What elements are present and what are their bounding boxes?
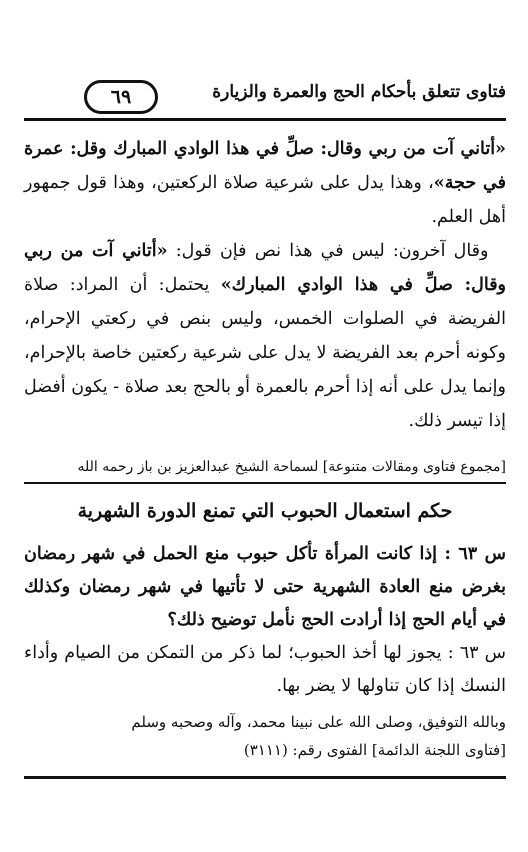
question	[24, 538, 506, 637]
body-text	[24, 132, 506, 438]
answer-label: س ٦٣ :	[447, 643, 506, 663]
section-divider	[24, 482, 506, 484]
closing-line: وبالله التوفيق، وصلى الله على نبينا محمد، وآله وصحبه وسلم	[131, 713, 506, 731]
paragraph-1	[24, 132, 506, 234]
footer-divider	[24, 776, 506, 779]
question-label: س ٦٣ :	[444, 544, 506, 564]
question-answer	[24, 538, 506, 703]
document-page	[24, 24, 506, 824]
fatwa-reference: [فتاوى اللجنة الدائمة] الفتوى رقم: (٣١١١)	[243, 741, 506, 759]
section-title: حكم استعمال الحبوب التي تمنع الدورة الشهرية	[77, 500, 453, 522]
question-text: إذا كانت المرأة تأكل حبوب منع الحمل في شهر رمضان بغرض منع العادة الشهرية حتى لا تأتيها في شهر رمضان وكذلك في أيام الحج إذا أرادت الحج نأمل توضيح ذلك؟	[24, 544, 506, 630]
page-header	[24, 80, 506, 120]
source-citation: [مجموع فتاوى ومقالات متنوعة] لسماحة الشيخ عبدالعزيز بن باز رحمه الله	[77, 459, 506, 475]
paragraph-1-rest: ، وهذا يدل على شرعية صلاة الركعتين، وهذا قول جمهور أهل العلم.	[24, 173, 506, 227]
quoted-hadith: «أتاني آت من ربي وقال: صلِّ في هذا الوادي المبارك وقل: عمرة في حجة»	[24, 139, 506, 193]
page-number: ٦٩	[84, 80, 158, 114]
paragraph-2	[24, 234, 506, 438]
answer-text: يجوز لها أخذ الحبوب؛ لما ذكر من التمكن من الصيام وأداء النسك إذا كان تناولها لا يضر بها.	[24, 643, 506, 696]
header-divider	[24, 118, 506, 121]
quoted-hadith-2: «أتاني آت من ربي وقال: صلِّ في هذا الوادي المبارك»	[24, 241, 507, 295]
running-title: فتاوى تتعلق بأحكام الحج والعمرة والزيارة	[212, 82, 506, 102]
paragraph-2-rest: يحتمل: أن المراد: صلاة الفريضة في الصلوات الخمس، وليس بنص في ركعتي الإحرام، وكونه أحرم بعد الفريضة لا يدل على شرعية ركعتين خاصة بالإحرام، وإنما يدل على أنه إذا أحرم بالعمرة أو بالحج بعد صلاة - يكون أفضل إذا تيسر ذلك.	[24, 275, 506, 431]
answer	[24, 637, 506, 703]
paragraph-2-lead: وقال آخرون: ليس في هذا نص فإن قول:	[167, 241, 489, 261]
